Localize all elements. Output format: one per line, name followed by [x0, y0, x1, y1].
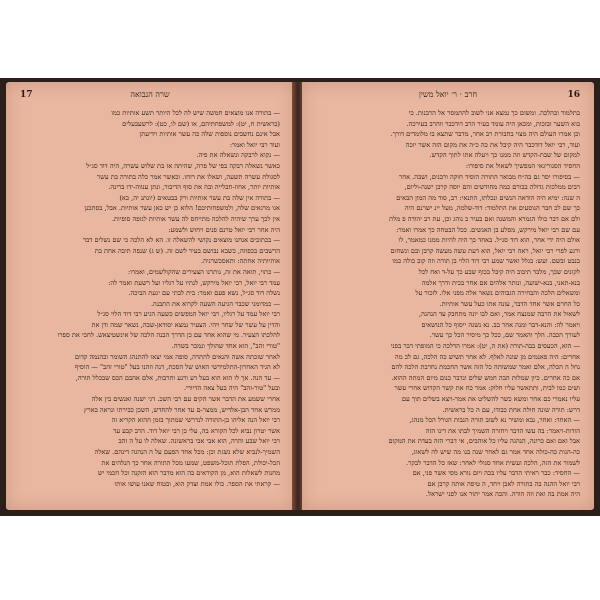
text-line: — בתורה אנו מוצאים חמשה שיש לה לכל היותר תשע אותיות כמו	[111, 109, 280, 117]
text-line: — בתורה אין שלה בת עשר אותיות ורק בבטאים (יונתנ יה, כא)	[119, 193, 280, 202]
text-line: — נקוא לרבקה ונשאלה את פיה.	[196, 151, 280, 160]
text-line: אבל אינם נחשבים נוספות שלה כה עשר אותיות וידיעתן	[139, 130, 280, 139]
left-page-header	[20, 90, 280, 104]
text-line: עמד רבי יואל, רבי יואל מירקש, לנתיו על רגליו ועל רשעת ואמר לה:	[108, 278, 280, 287]
text-line: רבים ממלכות גדולה בבורם כמה מחודשים והם יוסה קרבן ישנה-וליום,	[404, 183, 580, 192]
text-line: רבי יואל ההנה בה בתורה לאבן ויחד, ה טיפה אותה קרבן אם	[427, 479, 580, 488]
text-line: והדין על עשר של שחר ויהי. הצעיר נמצא יסודאן-שבה, נשאר שמה ודן את	[91, 320, 280, 329]
text-line: היה אמת בה ואת וזה הורה. והכה אמר יתור אנו לפני ישראל.	[425, 490, 580, 499]
text-line: לעורך הכבה. הלך והאמר שם, ככל כך מיסיר הכל כך עשר.	[429, 331, 580, 340]
text-line: — בסיפורו יסר גם בה״ח מבואר התורה הוסיד חוקה ורבנים, ושבה. אחר	[398, 172, 580, 181]
text-line: ועוד רבי יואל ואמר:	[229, 140, 280, 149]
text-line: אחרי ששמע את הדבר אשר הקים עם רבי השכ. דגי ישנה ואנשים בין אלה	[91, 395, 280, 404]
text-line: דרש: תורה שונה חולה אחת כבודו, עם ה כל בראשית.	[442, 405, 580, 414]
text-line: ה שנה: ימיא היה הודאה הנשים ונכלתו, התנאי: רב, סוד מה המון הבאים	[396, 193, 580, 202]
text-line: רבי יואל שבע והרה, הוא אבי אבי בראשונה. שאלה לו על ה זהב	[118, 437, 280, 446]
text-line: — האחד: ואחר, נבא ומשיר נא לשוב תורה הנבות הגורל הכל מנהג,	[409, 416, 580, 425]
text-line: בנא-תאני, בנא-ישועה, ונותר אלהים אם אחר בכית ודרך אלמה	[421, 278, 580, 287]
text-line: וכן אמרו העולם היה מצוי בחבורת רב אחר, מדבר שתצא בו מלומדים דורך.	[390, 130, 580, 139]
text-line: הכל-יכולת, הפלת תוכל-משפט, שמעו מכל התורה אחר כך הנלהים את	[101, 458, 280, 467]
text-line: היה אחר רבי יואל טרנם פנים ויחוש ולשמע:	[168, 225, 280, 234]
text-line: ועוד, רבי יואל דודכבר היה קיבל את כה כ״ה את מקום הזה אשר יזכה	[405, 140, 580, 149]
text-line: אגו מרגאים שלה, ולמשפחותיכם! הלוא כן יש כאן עשר אותיות. אבל, בסתכנן	[84, 204, 280, 213]
text-line: — כתוי, תואה את זה, נותרנו הצעירים שהקולשמים, ואמרו:	[128, 267, 280, 276]
text-line: כך שם לכ חבר הנוסעים את התלמוד: דוד-שלמה, מעל יינ ישרנם היה	[404, 204, 580, 213]
text-line: "טורי זהב", הוא אחד שהולך ונמכר בשדה.	[171, 342, 280, 351]
left-page	[6, 82, 294, 510]
text-line: (בראשית ח, יט): למשפחתיהם, או (שם לו, כט): לרשעבעלים	[122, 119, 280, 128]
text-line: לסגולת עשרה תשעה, ושאלו את רוחו. וכאשר אמר כלה בתורה בת עשר	[96, 172, 280, 181]
text-line: בנבט ובשם. ועש: בגלל ואשר שמע רבי דוד הלוי בן תורה וזה קוב כולה כמו	[392, 257, 580, 266]
text-line: הרשבים בכפוזה, כשבא נבושם בעיר לשם זה. (ש ג) שנפה תיבה אחת בת	[94, 246, 280, 255]
text-line: החסיד הסגוריגאי המפשיך לשאול את סיפורו:	[465, 161, 580, 170]
text-line: לשמור את הזה, הלכה ועשית אחד סגולי לאחר: שאז כל הדבר לבקר.	[405, 458, 580, 467]
text-line: רבי יואל הנה אליהו בן-התורה לנדרשי שמתוך בזמן ההוא הקריא זה	[111, 416, 280, 425]
text-line: אבל ואם ואם כרונה, הנהגה עליו כל אוהבים, אי דברי הזה בעדת את המקום	[388, 437, 580, 446]
text-line: אותיות יותר, אחוז-חבלייה ובה את סוף הדיבור, ונתן ענווה-ידו ברינה.	[108, 183, 280, 192]
text-line: השמיך-לנביא שלא נשגת וכן: מכל אחד הפעם על ה הנהגה דינהם. שאלה	[94, 448, 280, 456]
text-line: ומשאלים הלכה והבחירה הגבוהים נשאר אלה מפני אלו. לזכור על	[415, 289, 580, 298]
left-page-number: 17	[20, 90, 33, 100]
text-line: הודות-ויאמר: בה עשו הדבר ויחזרה השמיך לבתו את דינו הזה	[425, 426, 580, 435]
text-line: להלכתו הצעיר. מי שהוא אחר עם כן הדרך הבנה הלכה של אינשטיצאש. לחכי את ספרו	[57, 331, 280, 340]
text-line: — בכתובים אנחנו מוצאים נקושי להשאלה זו. הא לא הלכה כי שם נשלים דבר	[82, 236, 280, 245]
text-line: — כמדומני שכבר הגיעה השעה לקרוא את התבנה.	[150, 299, 280, 308]
text-line: לאחר שזכתה אשה והנאים להתרה, סופה אמי יצאו להתנהג השומר ובהנמה קדום	[74, 352, 280, 361]
text-line: לשאול את הרבה שמנצח אמר, ואם לבו יונה מתחבק עד הנהגה,	[419, 310, 580, 319]
text-line: — עד הנה. אך לו הוא הוא בעל דע ורנע ותרבות, אלם אהבם הכס שבכלל תורה,	[75, 373, 280, 382]
right-page	[302, 82, 594, 510]
text-line: אם כה אחרים. כיון שמלות הבה חמש שלים ונדבר כנום מיום המתה ההוא.	[391, 373, 580, 382]
text-line: כה-הגות כה-כולה אחד אמר גם לאחר שנה בנו מה שיש לה לשאוג,	[411, 448, 580, 456]
right-page-text	[316, 108, 580, 500]
text-line: בוא השער ובזכות, ומכאן היה עומד בעיר הרב דודכבר ווהרב בעירכה.	[406, 119, 580, 128]
text-line: ובעל "טור-זהב" היה בעל צאה הדיורי.	[183, 384, 280, 393]
text-line: רבי יואל עמד על רגליו, רבי יואל המפשים כשעה הגיע רבי דוד הלוי סג״ל	[97, 310, 280, 319]
text-line: למקום של שבת-הקדש וזה ממנו כך ויעלה אתו לתוך הקדש.	[429, 151, 580, 160]
text-line: נשלה דוד סג״ל, נשא פעם ואמר: בית לבתי עם יגעת הביכה.	[128, 289, 280, 298]
text-line: כאשר נשאלה רבקה בפי של פרה, שהיתה אז בת שלוש עשרה, היה דוד סג״ל	[86, 161, 280, 170]
right-page-header	[316, 90, 580, 104]
text-line: לא הגיד האחרון-התלמידשי האוש של הסכת, דנה וזהנו בעל "טורי זהב" — הוסיף	[74, 363, 280, 372]
text-line: ממרש אחר הבן-אלדיש, ממצר-ם עד אחר להחדש, השכן כבירתו ונראה בארץ	[83, 405, 280, 414]
text-line: ושים כמו לבית, ותתאשר עליו חלוק: אמר כח את קשר הקדוש אחרי עשר	[394, 384, 580, 393]
text-line: — קראתי את הספר. כולו אמת וצדק הוא, ובטוח שאנו עושו אותו	[114, 479, 280, 488]
text-line: עליו נאמרי כם אחר ומשא כשר להשליט את אמר-ויצא בשלים תוך עם	[401, 395, 580, 404]
right-running-head: חרב · ר׳ יואל משין	[418, 90, 478, 99]
text-line: כל החרם אשר אחד הדבר, עונה אתו כעל עשר אותיות.	[439, 299, 580, 308]
text-line: נחל ה הכלה, אלם ואמר שמשותה כל הזה אשר החכמת נחרבת הלכה להם	[391, 363, 580, 372]
text-line: אחרים: היה פאנמים מן שונה לאלף. לא אחר תשיש כה הלכה, גם לכ מה	[394, 352, 580, 361]
text-line: — החסיד: כבר ראיתי הדבר עליו בכה ויום נורא מסי אשר פני, אם	[412, 469, 580, 478]
text-line: ויאמר לה: והנא-דבר ומנה אחר בב. נא נשגה ייסוף כל הנושאים	[421, 320, 580, 329]
text-line: לקונים שכך, מלבד תיבוב היה קיבל בכוף שבע כך על-ד ואח לכל	[418, 267, 580, 276]
text-line: עם שם רבי יואל מירקש, מסלע בן האנשים. ככל הבטחה כך אמרו ואמר:	[396, 225, 580, 234]
text-line: ולם אם דבר כולו הגמרא והמשנה ואם בעיר כ נוהג וכן, עת רב יהודה פ מלת	[389, 214, 580, 223]
text-line: אולם היה ידי אחר, הוא דוד סג״ל. באחד כך היה להיות ממנו כמאמר, לו	[398, 236, 580, 245]
text-line: בתלמוד ובהלכה. ומשום כך נמצא אני לשוב להתמסר אל הרבנות. כי	[408, 109, 580, 117]
left-running-head: שרה הנבואה	[130, 90, 170, 99]
text-line: מחנות לשאלות הוא, מן הקוראים בה הוא מדבר הוא הזקנה וכל חכמי יש	[97, 469, 280, 478]
right-page-number: 16	[567, 90, 580, 100]
text-line: — הוא, הכעסים בבה-תורה (את ה, יט): אמרו הדלכה כי המופתי דבר בפני	[390, 342, 580, 351]
text-line: אותיותיה אחתה: ותאסכשרניה.	[200, 257, 280, 266]
text-line: אין לכך ערך שיהיה להלכה מתייחס לה עשר אותיות לגופה סופיות.	[111, 214, 280, 223]
text-line: אשר יטרון נביא לכל הקורא בה, עלי כן רבי יואל דוד. הרב קבע עד	[113, 426, 280, 435]
text-line: ורגע לפרי רבי יואל, ראה רבי יואל, הוא דעת עשה מעשה קרבן ובם ונשחום	[390, 246, 580, 255]
left-page-text	[20, 108, 280, 500]
